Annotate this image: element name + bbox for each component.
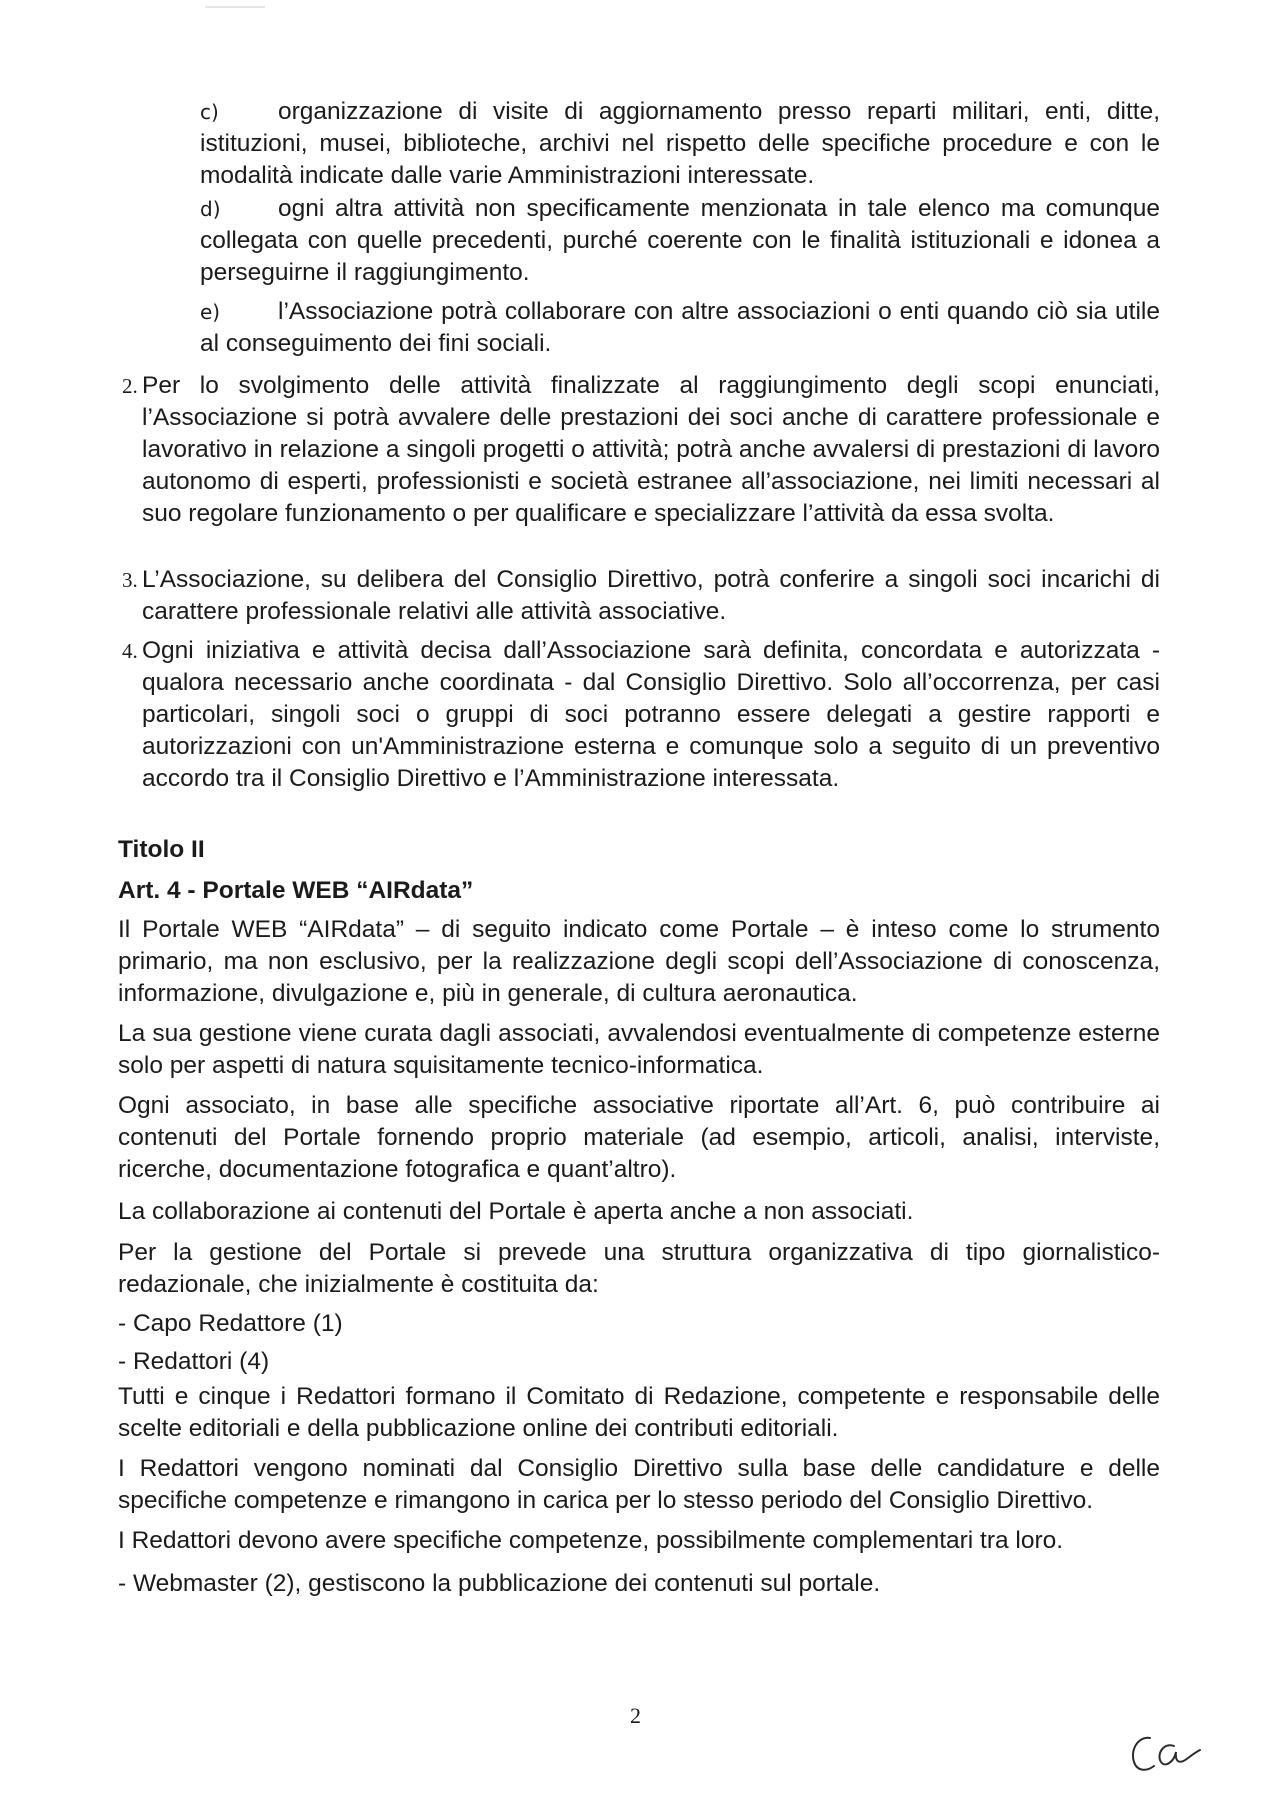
paragraph: Ogni associato, in base alle specifiche associative riportate all’Art. 6, può contribuire ai contenuti del Portale fornendo proprio materiale (ad esempio, articoli, analisi, interviste, ricerche, documentazione fotografica e quant’altro). <box>118 1092 1160 1183</box>
list-text: l’Associazione potrà collaborare con altre associazioni o enti quando ciò sia utile al conseguimento dei fini sociali. <box>200 298 1160 357</box>
paragraph: Per la gestione del Portale si prevede una struttura organizzativa di tipo giornalistico-redazionale, che inizialmente è costituita da: <box>118 1239 1160 1298</box>
paragraph: Il Portale WEB “AIRdata” – di seguito indicato come Portale – è inteso come lo strumento primario, ma non esclusivo, per la realizzazione degli scopi dell’Associazione di conoscenza, informazione, divulgazione e, più in generale, di cultura aeronautica. <box>118 916 1160 1007</box>
list-line: - Redattori (4) <box>118 1348 270 1375</box>
item-number: 2. <box>122 374 138 398</box>
list-item-d <box>200 193 1160 289</box>
page-number: 2 <box>630 1703 641 1728</box>
list-marker: c) <box>200 100 219 124</box>
item-number: 4. <box>122 639 138 663</box>
list-item-e <box>200 296 1160 360</box>
scan-artifact <box>205 6 265 8</box>
paragraph: I Redattori vengono nominati dal Consiglio Direttivo sulla base delle candidature e delle specifiche competenze e rimangono in carica per lo stesso periodo del Consiglio Direttivo. <box>118 1455 1160 1514</box>
numbered-item-3: L’Associazione, su delibera del Consiglio Direttivo, potrà conferire a singoli soci incarichi di carattere professionale relativi alle attività associative. <box>142 566 1160 625</box>
article-title: Art. 4 - Portale WEB “AIRdata” <box>118 877 474 904</box>
list-marker: e) <box>200 300 221 324</box>
list-text: ogni altra attività non specificamente menzionata in tale elenco ma comunque collegata con quelle precedenti, purché coerente con le finalità istituzionali e idonea a perseguirne il raggiungimento. <box>200 195 1160 286</box>
paragraph: La sua gestione viene curata dagli associati, avvalendosi eventualmente di competenze esterne solo per aspetti di natura squisitamente tecnico-informatica. <box>118 1020 1160 1079</box>
numbered-item-4: Ogni iniziativa e attività decisa dall’Associazione sarà definita, concordata e autorizzata - qualora necessario anche coordinata - dal Consiglio Direttivo. Solo all’occorrenza, per casi particolari, singoli soci o gruppi di soci potranno essere delegati a gestire rapporti e autorizzazioni con un'Amministrazione esterna e comunque solo a seguito di un preventivo accordo tra il Consiglio Direttivo e l’Amministrazione interessata. <box>142 637 1160 792</box>
list-line: - Webmaster (2), gestiscono la pubblicazione dei contenuti sul portale. <box>118 1570 881 1597</box>
list-marker: d) <box>200 197 221 221</box>
item-number: 3. <box>122 568 138 592</box>
paragraph: I Redattori devono avere specifiche competenze, possibilmente complementari tra loro. <box>118 1527 1064 1554</box>
section-title: Titolo II <box>118 836 205 863</box>
handwritten-initials <box>1128 1728 1204 1778</box>
list-text: organizzazione di visite di aggiornamento presso reparti militari, enti, ditte, istituzioni, musei, biblioteche, archivi nel rispetto delle specifiche procedure e con le modalità indicate dalle varie Amministrazioni interessate. <box>200 98 1160 189</box>
numbered-item-2: Per lo svolgimento delle attività finalizzate al raggiungimento degli scopi enunciati, l’Associazione si potrà avvalere delle prestazioni dei soci anche di carattere professionale e lavorativo in relazione a singoli progetti o attività; potrà anche avvalersi di prestazioni di lavoro autonomo di esperti, professionisti e società estranee all’associazione, nei limiti necessari al suo regolare funzionamento o per qualificare e specializzare l’attività da essa svolta. <box>142 372 1160 527</box>
paragraph: La collaborazione ai contenuti del Portale è aperta anche a non associati. <box>118 1198 914 1225</box>
list-item-c <box>200 96 1160 192</box>
paragraph: Tutti e cinque i Redattori formano il Comitato di Redazione, competente e responsabile delle scelte editoriali e della pubblicazione online dei contributi editoriali. <box>118 1383 1160 1442</box>
list-line: - Capo Redattore (1) <box>118 1310 343 1337</box>
